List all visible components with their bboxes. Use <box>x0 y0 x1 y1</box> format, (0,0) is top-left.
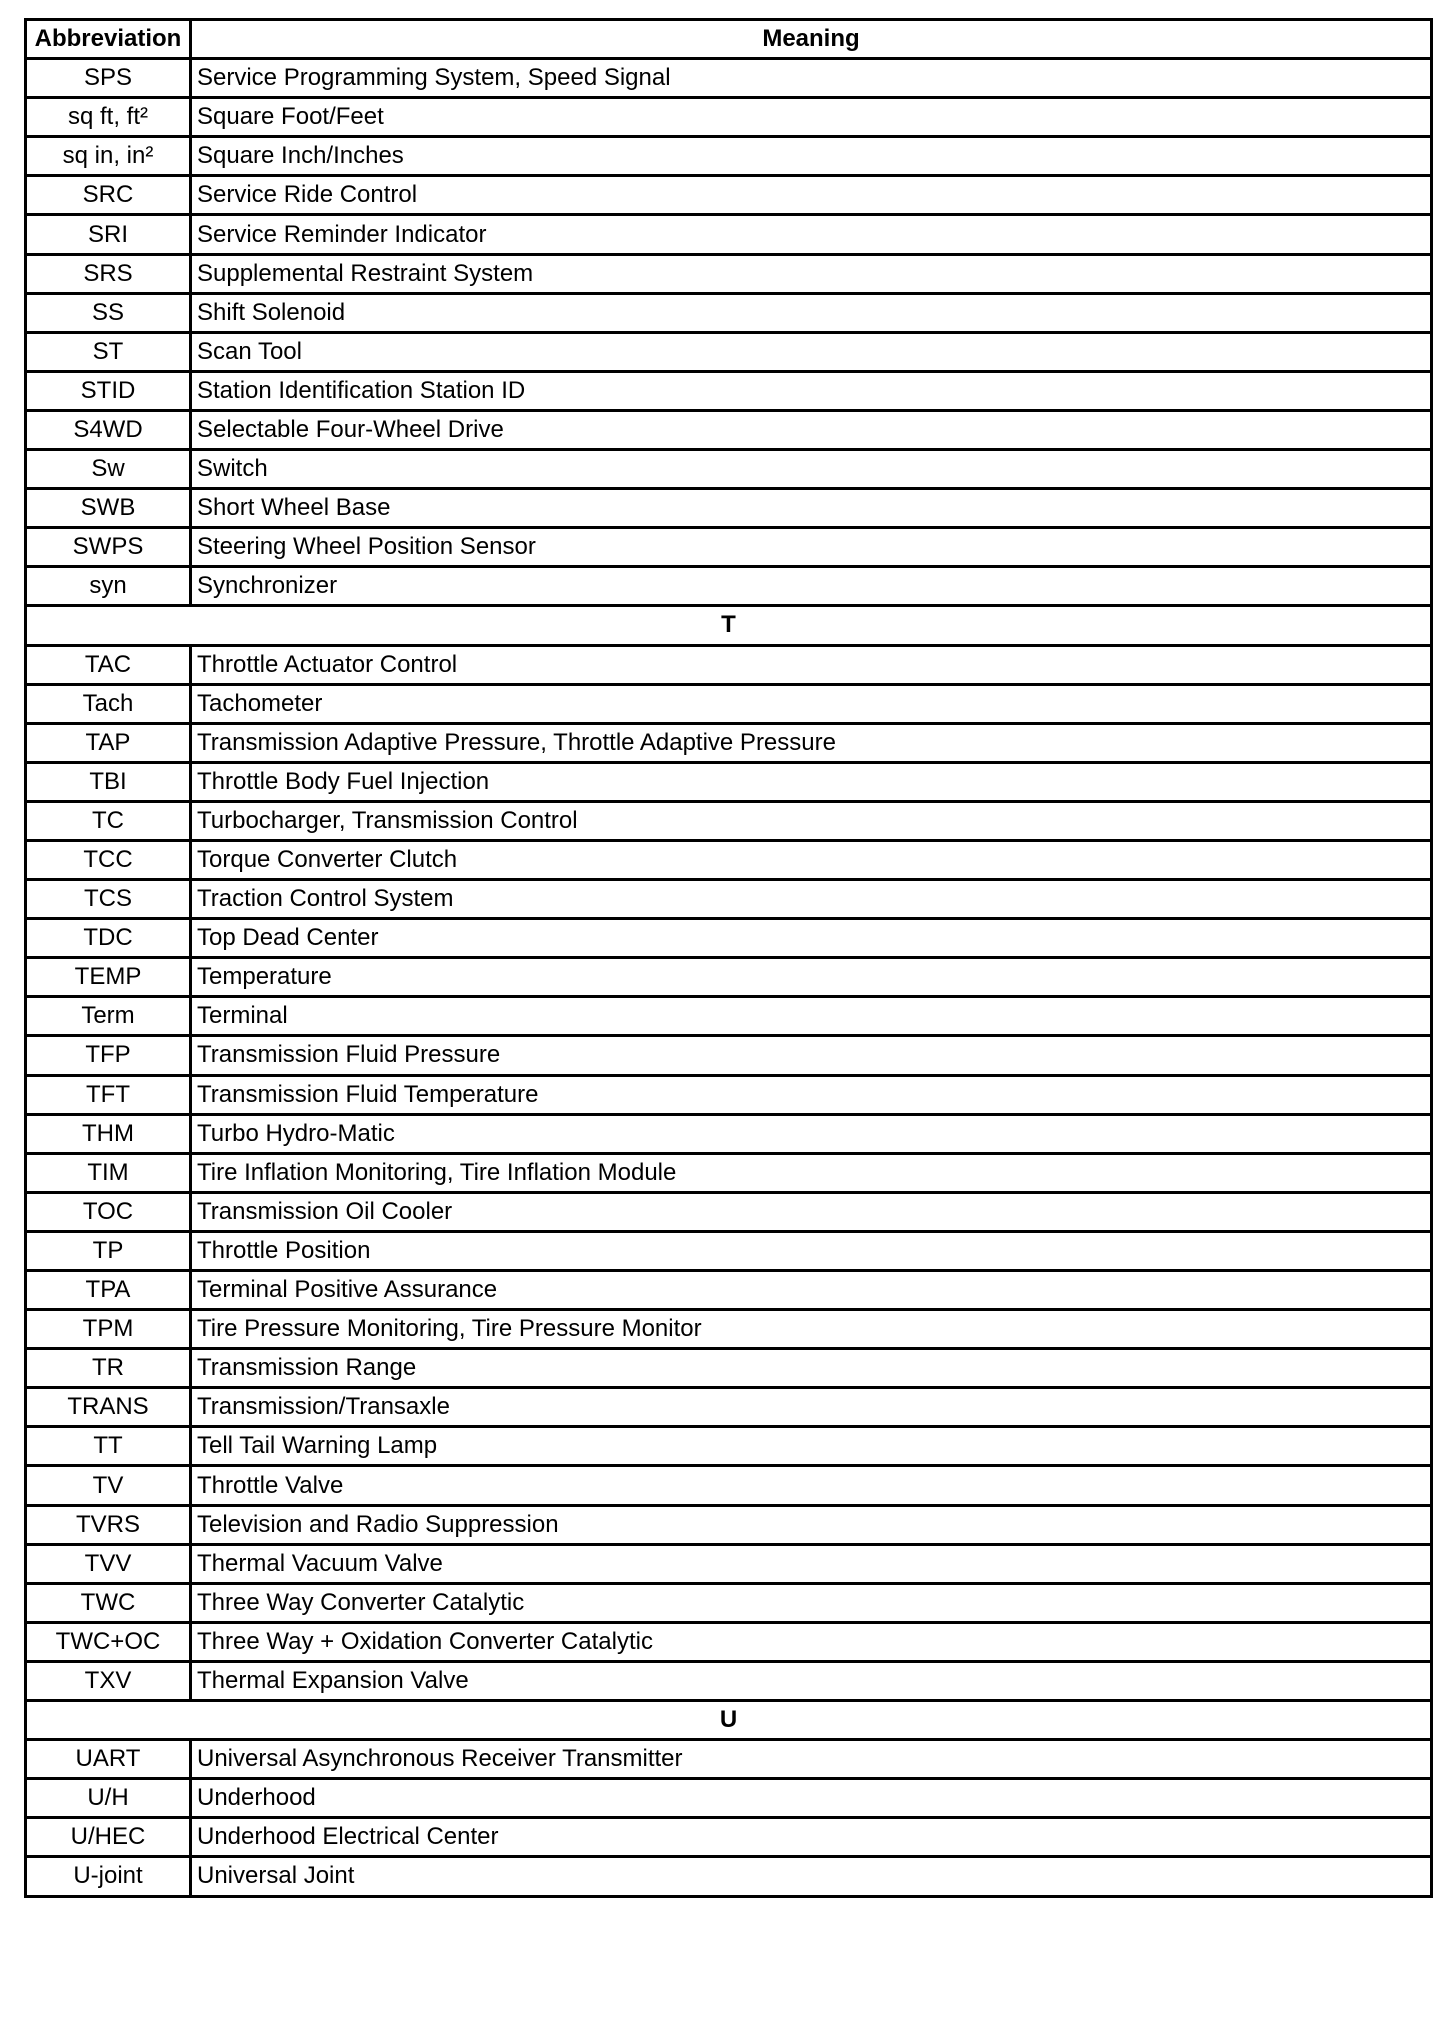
abbreviation-header: Abbreviation <box>26 20 191 59</box>
table-row <box>26 1818 1432 1857</box>
meaning-cell: Station Identification Station ID <box>191 371 1432 410</box>
abbreviation-cell: TIM <box>26 1153 191 1192</box>
abbreviation-cell: TEMP <box>26 958 191 997</box>
meaning-cell: Shift Solenoid <box>191 293 1432 332</box>
abbreviation-cell: TP <box>26 1231 191 1270</box>
table-row <box>26 528 1432 567</box>
table-row <box>26 371 1432 410</box>
abbreviation-cell: TVRS <box>26 1505 191 1544</box>
abbreviation-cell: TWC <box>26 1583 191 1622</box>
abbreviation-cell: TFT <box>26 1075 191 1114</box>
table-row <box>26 1857 1432 1896</box>
meaning-cell: Tell Tail Warning Lamp <box>191 1427 1432 1466</box>
abbreviation-cell: ST <box>26 332 191 371</box>
meaning-cell: Square Foot/Feet <box>191 98 1432 137</box>
meaning-cell: Top Dead Center <box>191 919 1432 958</box>
header-row <box>26 20 1432 59</box>
meaning-cell: Tachometer <box>191 684 1432 723</box>
section-row <box>26 1701 1432 1740</box>
table-row <box>26 1583 1432 1622</box>
abbreviation-cell: TR <box>26 1349 191 1388</box>
table-row <box>26 176 1432 215</box>
meaning-cell: Transmission Fluid Pressure <box>191 1036 1432 1075</box>
abbreviation-cell: SPS <box>26 59 191 98</box>
meaning-cell: Throttle Actuator Control <box>191 645 1432 684</box>
meaning-cell: Transmission Range <box>191 1349 1432 1388</box>
table-row <box>26 489 1432 528</box>
abbreviation-cell: STID <box>26 371 191 410</box>
table-row <box>26 1114 1432 1153</box>
abbreviation-cell: Term <box>26 997 191 1036</box>
table-row <box>26 919 1432 958</box>
meaning-cell: Thermal Vacuum Valve <box>191 1544 1432 1583</box>
meaning-cell: Service Ride Control <box>191 176 1432 215</box>
table-row <box>26 59 1432 98</box>
meaning-cell: Transmission Oil Cooler <box>191 1192 1432 1231</box>
abbreviation-cell: SRS <box>26 254 191 293</box>
abbreviation-cell: Tach <box>26 684 191 723</box>
abbreviation-cell: TT <box>26 1427 191 1466</box>
table-row <box>26 254 1432 293</box>
abbreviation-cell: SRI <box>26 215 191 254</box>
abbreviation-cell: SRC <box>26 176 191 215</box>
abbreviation-cell: TDC <box>26 919 191 958</box>
abbreviation-cell: TBI <box>26 762 191 801</box>
abbreviation-cell: TRANS <box>26 1388 191 1427</box>
meaning-cell: Tire Inflation Monitoring, Tire Inflation Module <box>191 1153 1432 1192</box>
table-row <box>26 762 1432 801</box>
abbreviation-cell: sq in, in² <box>26 137 191 176</box>
table-row <box>26 1622 1432 1661</box>
meaning-cell: Transmission Adaptive Pressure, Throttle Adaptive Pressure <box>191 723 1432 762</box>
table-row <box>26 1231 1432 1270</box>
abbreviation-cell: TVV <box>26 1544 191 1583</box>
meaning-cell: Service Reminder Indicator <box>191 215 1432 254</box>
abbreviation-cell: TV <box>26 1466 191 1505</box>
table-row <box>26 1036 1432 1075</box>
meaning-cell: Universal Joint <box>191 1857 1432 1896</box>
abbreviation-cell: SWB <box>26 489 191 528</box>
meaning-cell: Three Way + Oxidation Converter Catalytic <box>191 1622 1432 1661</box>
meaning-cell: Selectable Four-Wheel Drive <box>191 410 1432 449</box>
abbreviation-cell: SWPS <box>26 528 191 567</box>
abbreviation-cell: TFP <box>26 1036 191 1075</box>
table-row <box>26 98 1432 137</box>
abbreviation-cell: Sw <box>26 450 191 489</box>
abbreviation-cell: TOC <box>26 1192 191 1231</box>
table-row <box>26 1310 1432 1349</box>
table-row <box>26 723 1432 762</box>
table-row <box>26 567 1432 606</box>
meaning-cell: Service Programming System, Speed Signal <box>191 59 1432 98</box>
table-row <box>26 840 1432 879</box>
table-row <box>26 880 1432 919</box>
abbreviation-cell: U/H <box>26 1779 191 1818</box>
abbreviation-cell: TAP <box>26 723 191 762</box>
meaning-cell: Three Way Converter Catalytic <box>191 1583 1432 1622</box>
meaning-cell: Terminal <box>191 997 1432 1036</box>
table-body <box>26 59 1432 1896</box>
abbreviation-cell: TPA <box>26 1271 191 1310</box>
abbreviation-cell: TAC <box>26 645 191 684</box>
abbreviation-cell: syn <box>26 567 191 606</box>
meaning-cell: Thermal Expansion Valve <box>191 1661 1432 1700</box>
meaning-cell: Throttle Body Fuel Injection <box>191 762 1432 801</box>
abbreviation-cell: TCC <box>26 840 191 879</box>
abbreviation-table <box>24 18 1433 1898</box>
abbreviation-cell: U/HEC <box>26 1818 191 1857</box>
meaning-cell: Underhood <box>191 1779 1432 1818</box>
meaning-cell: Square Inch/Inches <box>191 137 1432 176</box>
table-row <box>26 1740 1432 1779</box>
meaning-cell: Traction Control System <box>191 880 1432 919</box>
section-row <box>26 606 1432 645</box>
section-letter: T <box>26 606 1432 645</box>
meaning-cell: Turbocharger, Transmission Control <box>191 801 1432 840</box>
meaning-cell: Turbo Hydro-Matic <box>191 1114 1432 1153</box>
table-row <box>26 1779 1432 1818</box>
meaning-cell: Short Wheel Base <box>191 489 1432 528</box>
meaning-cell: Synchronizer <box>191 567 1432 606</box>
meaning-cell: Terminal Positive Assurance <box>191 1271 1432 1310</box>
meaning-header: Meaning <box>191 20 1432 59</box>
table-row <box>26 1349 1432 1388</box>
meaning-cell: Torque Converter Clutch <box>191 840 1432 879</box>
table-row <box>26 1271 1432 1310</box>
abbreviation-cell: TPM <box>26 1310 191 1349</box>
abbreviation-cell: SS <box>26 293 191 332</box>
abbreviation-cell: U-joint <box>26 1857 191 1896</box>
abbreviation-cell: sq ft, ft² <box>26 98 191 137</box>
meaning-cell: Steering Wheel Position Sensor <box>191 528 1432 567</box>
table-row <box>26 215 1432 254</box>
meaning-cell: Supplemental Restraint System <box>191 254 1432 293</box>
table-row <box>26 1466 1432 1505</box>
table-row <box>26 997 1432 1036</box>
meaning-cell: Underhood Electrical Center <box>191 1818 1432 1857</box>
table-row <box>26 1388 1432 1427</box>
section-letter: U <box>26 1701 1432 1740</box>
table-row <box>26 1192 1432 1231</box>
meaning-cell: Throttle Position <box>191 1231 1432 1270</box>
meaning-cell: Throttle Valve <box>191 1466 1432 1505</box>
table-row <box>26 293 1432 332</box>
meaning-cell: Temperature <box>191 958 1432 997</box>
table-row <box>26 645 1432 684</box>
abbreviation-cell: TCS <box>26 880 191 919</box>
table-row <box>26 684 1432 723</box>
table-row <box>26 332 1432 371</box>
meaning-cell: Television and Radio Suppression <box>191 1505 1432 1544</box>
abbreviation-cell: S4WD <box>26 410 191 449</box>
table-row <box>26 1075 1432 1114</box>
meaning-cell: Transmission/Transaxle <box>191 1388 1432 1427</box>
table-row <box>26 1153 1432 1192</box>
table-row <box>26 1661 1432 1700</box>
table-row <box>26 1427 1432 1466</box>
table-row <box>26 801 1432 840</box>
table-row <box>26 1505 1432 1544</box>
meaning-cell: Switch <box>191 450 1432 489</box>
table-row <box>26 958 1432 997</box>
meaning-cell: Transmission Fluid Temperature <box>191 1075 1432 1114</box>
abbreviation-cell: THM <box>26 1114 191 1153</box>
abbreviation-cell: TC <box>26 801 191 840</box>
meaning-cell: Scan Tool <box>191 332 1432 371</box>
meaning-cell: Tire Pressure Monitoring, Tire Pressure Monitor <box>191 1310 1432 1349</box>
table-row <box>26 1544 1432 1583</box>
meaning-cell: Universal Asynchronous Receiver Transmitter <box>191 1740 1432 1779</box>
table-row <box>26 137 1432 176</box>
abbreviation-cell: TWC+OC <box>26 1622 191 1661</box>
abbreviation-cell: UART <box>26 1740 191 1779</box>
table-row <box>26 450 1432 489</box>
abbreviation-cell: TXV <box>26 1661 191 1700</box>
table-row <box>26 410 1432 449</box>
